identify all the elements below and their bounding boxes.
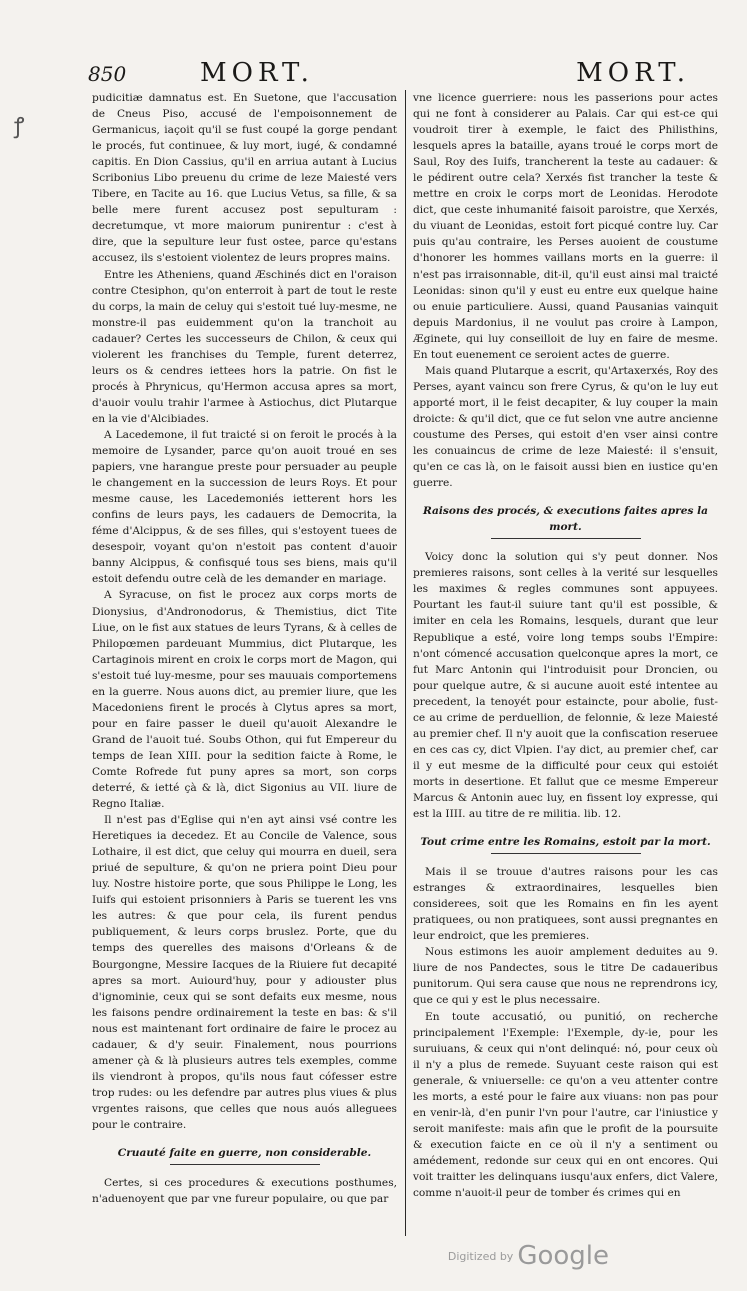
- section-heading-text: Tout crime entre les Romains, estoit par la mort.: [420, 836, 711, 849]
- paragraph: Nous estimons les auoir amplement deduites au 9. liure de nos Pandectes, sous le titre De cadaueribus punitorum. Qui sera cause que nous ne reprendrons icy, que ce qui y est le plus necessaire.: [413, 946, 718, 1007]
- section-heading-text: Cruauté faite en guerre, non considerable.: [117, 1147, 372, 1160]
- paragraph: Il n'est pas d'Eglise qui n'en ayt ainsi vsé contre les Heretiques ia decedez. Et au Concile de Valence, sous Lothaire, il est dict, que celuy qui mourra en dueil, sera priué de sepulture, & qu'on ne priera point Dieu pour luy. Nostre histoire porte, que sous Philippe le Long, les Iuifs qui estoient prisonniers à Paris se tuerent les vns les autres: & que pour cela, ils furent pendus publiquement, & leurs corps bruslez. Porte, que du temps des querelles des maisons d'Orleans & de Bourgongne, Messire Iacques de la Riuiere fut decapité apres sa mort. Auiourd'huy, pour y adiouster plus d'ignominie, ceux qui se sont defaits eux mesme, nous les faisons pendre ordinairement la teste en bas: & s'il nous est maintenant fort ordinaire de faire le procez au cadauer, & d'y seuir. Finalement, nous pourrions amener çà & là plusieurs autres tels exemples, comme ils viendront à propos, qu'ils nous faut cófesser estre trop rudes: ou les defendre par autres plus viues & plus vrgentes raisons, que celles que nous auós alleguees pour le contraire.: [92, 814, 397, 1131]
- page-header: [88, 58, 708, 92]
- section-heading: [413, 834, 718, 854]
- section-heading: [413, 503, 718, 539]
- running-head-right: MORT.: [576, 58, 690, 88]
- paragraph: Mais quand Plutarque a escrit, qu'Artaxerxés, Roy des Perses, ayant vaincu son frere Cyrus, & qu'on le luy eut apporté mort, il le feist decapiter, & luy couper la main droicte: & qu'il dict, que ce fut selon vne autre ancienne coustume des Perses, qui estoit d'en vser ainsi contre les conuaincus de crime de leze Maiesté: il s'ensuit, qu'en ce cas là, on le faisoit aussi bien en iustice qu'en guerre.: [413, 364, 718, 490]
- watermark-prefix: Digitized by: [447, 1249, 514, 1263]
- paragraph: Voicy donc la solution qui s'y peut donner. Nos premieres raisons, sont celles à la verité sur lesquelles les maximes & regles communes sont appuyees. Pourtant les faut-il suiure tant qu'il est possible, & imiter en cela les Romains, lesquels, durant que leur Republique a esté, voire long temps soubs l'Empire: n'ont cómencé accusation quelconque apres la mort, ce fut Marc Antonin qui l'introduisit pour Droncien, ou pour quelque autre, & si aucune auoit esté intentee au precedent, la tenoyét pour estaincte, pour abolie, fust-ce au crime de perduellion, de felonnie, & leze Maiesté au premier chef. Il n'y auoit que la confiscation reseruee en ces cas cy, dict Vlpien. I'ay dict, au premier chef, car il y eut mesme de la difficulté pour ceux qui estoiét morts in desertione. Et fallut que ce mesme Empereur Marcus & Antonin auec luy, en fissent loy expresse, qui est la IIII. au titre de re militia. lib. 12.: [413, 551, 718, 821]
- paragraph: Mais il se trouue d'autres raisons pour les cas estranges & extraordinaires, lesquelles bien considerees, soit que les Romains en fin les ayent pratiquees, ou non pratiquees, sont aussi pregnantes en leur endroict, que les premieres.: [413, 866, 718, 943]
- paragraph: En toute accusatió, ou punitió, on recherche principalement l'Exemple: l'Exemple, dy-ie, pour les suruiuans, & ceux qui n'ont delinqué: nó, pour ceux où il n'y a plus de remede. Suyuant ceste raison qui est generale, & vniuerselle: ce qu'on a veu attenter contre les morts, a esté pour le faire aux viuans: non pas pour en venir-là, d'en punir l'vn pour l'autre, car l'iniustice y seroit manifeste: mais afin que le profit de la poursuite & execution faicte en ce où il n'y a sentiment ou amédement, redonde sur ceux qui en ont encores. Qui voit traitter les delinquans iusqu'aux enfers, dict Valere, comme n'auoit-il peur de tomber és crimes qui en: [413, 1010, 718, 1200]
- paragraph: A Syracuse, on fist le procez aux corps morts de Dionysius, d'Andronodorus, & Themistius, dict Tite Liue, on le fist aux statues de leurs Tyrans, & à celles de Philopœmen pardeuant Mummius, dict Plutarque, les Cartaginois mirent en croix le corps mort de Magon, qui s'estoit tué luy-mesme, pour ses mauuais comportemens en la guerre. Nous auons dict, au premier liure, que les Macedoniens firent le procés à Clytus apres sa mort, pour en faire passer le dueil qu'auoit Alexandre le Grand de l'auoit tué. Soubs Othon, qui fut Empereur du temps de Iean XIII. pour la sedition faicte à Rome, le Comte Rofrede fut puny apres sa mort, son corps deterré, & ietté çà & là, dict Sigonius au VII. liure de Regno Italiæ.: [92, 589, 397, 811]
- running-head-left: MORT.: [200, 58, 314, 88]
- paragraph: Entre les Atheniens, quand Æschinés dict en l'oraison contre Ctesiphon, qu'on enterroit à part de tout le reste du corps, la main de celuy qui s'estoit tué luy-mesme, ne monstre-il pas euidemment qu'on la tranchoit au cadauer? Certes les successeurs de Chilon, & ceux qui violerent les franchises du Temple, furent deterrez, leurs os & cendres iettees hors la patrie. On fist le procés à Phrynicus, qu'Hermon accusa apres sa mort, d'auoir voulu trahir l'armee à Astiochus, dict Plutarque en la vie d'Alcibiades.: [92, 268, 397, 425]
- digitized-watermark: [448, 1241, 609, 1271]
- right-column: [413, 90, 718, 1201]
- heading-rule: [491, 853, 641, 854]
- paragraph: pudicitiæ damnatus est. En Suetone, que l'accusation de Cneus Piso, accusé de l'empoisonnement de Germanicus, iaçoit qu'il se fust coupé la gorge pendant le procés, fut continuee, & luy mort, iugé, & condamné capitis. En Dion Cassius, qu'il en arriua autant à Lucius Scribonius Libo preuenu du crime de leze Maiesté vers Tibere, en Tacite au 16. que Lucius Vetus, sa fille, & sa belle mere furent accusez post sepulturam : decretumque, vt more maiorum punirentur : c'est à dire, que la sepulture leur fust ostee, parce qu'estans accusez, ils s'estoient violentez de leurs propres mains.: [92, 92, 397, 265]
- column-divider: [405, 90, 406, 1236]
- heading-rule: [491, 538, 641, 539]
- left-column: [92, 90, 397, 1207]
- section-heading-text: Raisons des procés, & executions faites apres la mort.: [422, 505, 709, 534]
- paragraph: Certes, si ces procedures & executions posthumes, n'aduenoyent que par vne fureur populaire, ou que par: [92, 1177, 397, 1206]
- heading-rule: [170, 1164, 320, 1165]
- watermark-brand: Google: [517, 1241, 609, 1271]
- page-number: 850: [88, 62, 127, 86]
- section-heading: [92, 1145, 397, 1165]
- margin-mark: ꝭ: [14, 114, 25, 139]
- paragraph: A Lacedemone, il fut traicté si on feroit le procés à la memoire de Lysander, parce qu'on auoit troué en ses papiers, vne harangue preste pour persuader au peuple le changement en la succession de leurs Roys. Et pour mesme cause, les Lacedemoniés ietterent hors les confins de leurs pays, les cadauers de Democrita, la féme d'Alcippus, & de ses filles, qui s'estoyent tuees de desespoir, voyant qu'on n'estoit pas content d'auoir banny Alcippus, & confisqué tous ses biens, mais qu'il estoit defendu outre celà de les demander en mariage.: [92, 428, 397, 586]
- paragraph: vne licence guerriere: nous les passerions pour actes qui ne font à considerer au Palais. Car qui est-ce qui voudroit tirer à exemple, le faict des Philisthins, lesquels apres la bataille, ayans troué le corps mort de Saul, Roy des Iuifs, trancherent la teste au cadauer: & le pédirent outre cela? Xerxés fist trancher la teste & mettre en croix le corps mort de Leonidas. Herodote dict, que ceste inhumanité faisoit paroistre, que Xerxés, du viuant de Leonidas, estoit fort picqué contre luy. Car puis qu'au contraire, les Perses auoient de coustume d'honorer les hommes vaillans morts en la guerre: il n'est pas irraisonnable, dit-il, qu'il eust ainsi mal traicté Leonidas: sinon qu'il y eust eu entre eux quelque haine ou enuie particuliere. Aussi, quand Pausanias vainquit depuis Mardonius, il ne voulut pas croire à Lampon, Æginete, qui luy conseilloit de luy en faire de mesme. En tout euenement ce seroient actes de guerre.: [413, 92, 718, 361]
